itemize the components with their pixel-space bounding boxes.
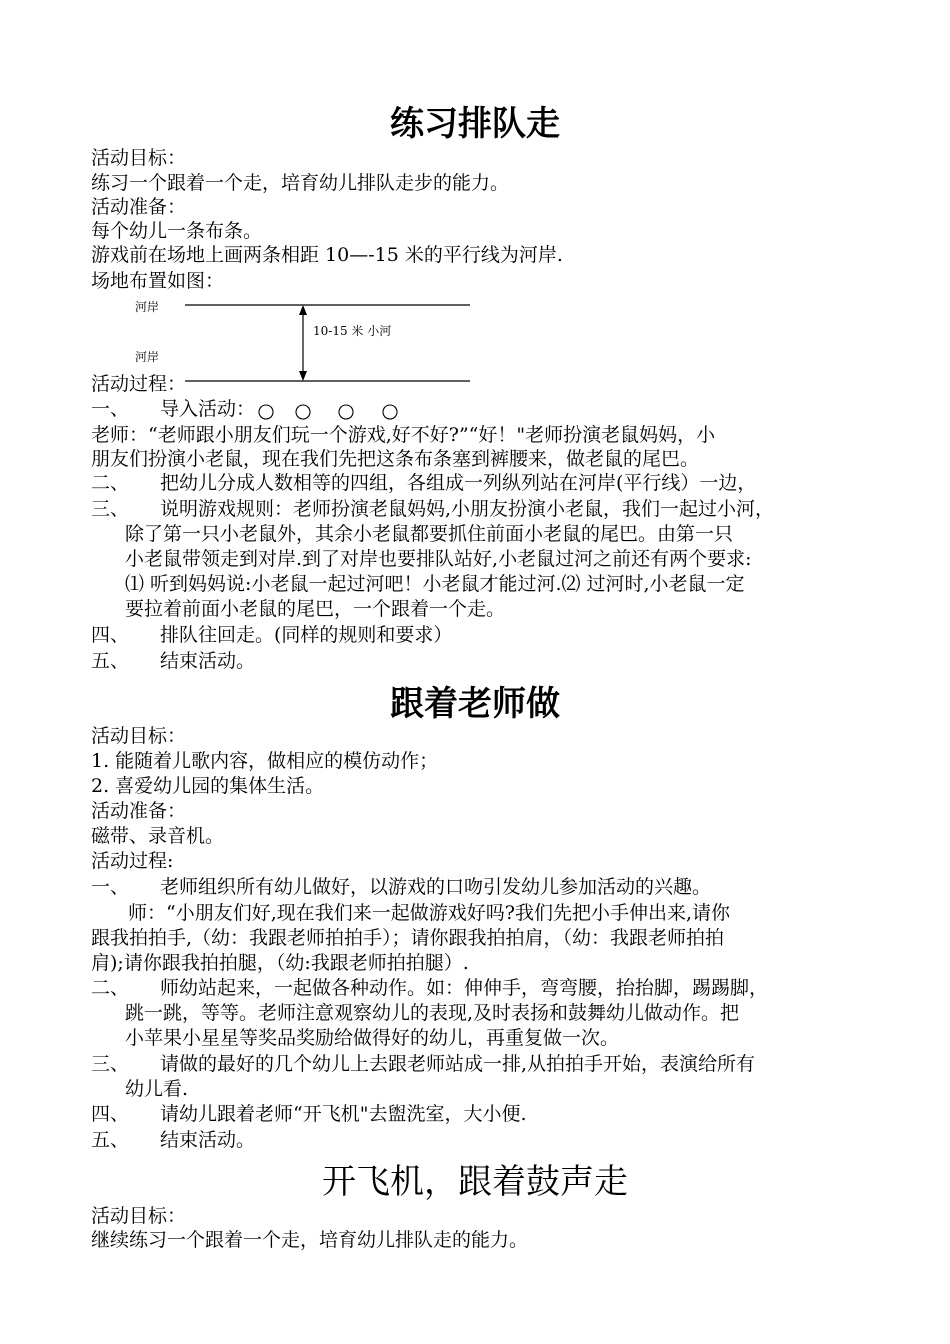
arrow-up-icon bbox=[299, 305, 307, 315]
layout-heading: 场地布置如图： bbox=[91, 270, 225, 292]
goal-heading-1: 活动目标： bbox=[91, 147, 187, 169]
rule-line-2: 除了第一只小老鼠外，其余小老鼠都要抓住前面小老鼠的尾巴。由第一只 bbox=[125, 523, 734, 545]
distance-label: 10-15 米 小河 bbox=[313, 324, 392, 338]
step-text: 排队往回走。(同样的规则和要求） bbox=[160, 624, 453, 646]
teacher-line-2: 朋友们扮演小老鼠，现在我们先把这条布条塞到裤腰来，做老鼠的尾巴。 bbox=[91, 448, 700, 470]
step-number: 一、 bbox=[91, 876, 130, 898]
step-number: 五、 bbox=[91, 650, 130, 672]
step-text: 把幼儿分成人数相等的四组，各组成一列纵列站在河岸(平行线）一边， bbox=[160, 472, 757, 494]
step-text: 结束活动。 bbox=[160, 1129, 256, 1151]
step-number: 四、 bbox=[91, 624, 130, 646]
dialogue-line-1: 师：“小朋友们好,现在我们来一起做游戏好吗?我们先把小手伸出来,请你 bbox=[128, 902, 730, 924]
prep-text-2: 磁带、录音机。 bbox=[91, 825, 225, 847]
step-text: 请幼儿跟着老师“开飞机"去盥洗室，大小便. bbox=[160, 1103, 527, 1125]
prep-heading-1: 活动准备： bbox=[91, 196, 187, 218]
section-title-2: 跟着老师做 bbox=[390, 684, 560, 724]
goal-item-1: 1. 能随着儿歌内容，做相应的模仿动作； bbox=[91, 750, 439, 772]
step-number: 三、 bbox=[91, 498, 130, 520]
step-number: 二、 bbox=[91, 472, 130, 494]
step-number: 一、 bbox=[91, 398, 130, 420]
goal-text-3: 继续练习一个跟着一个走，培育幼儿排队走的能力。 bbox=[91, 1229, 529, 1251]
section-title-3: 开飞机，跟着鼓声走 bbox=[322, 1162, 628, 1202]
step-text: 老师组织所有幼儿做好，以游戏的口吻引发幼儿参加活动的兴趣。 bbox=[160, 876, 712, 898]
step-text: 师幼站起来，一起做各种动作。如：伸伸手，弯弯腰，抬抬脚，踢踢脚， bbox=[160, 977, 769, 999]
process-heading-1: 活动过程： bbox=[91, 373, 187, 395]
dialogue-line-3: 肩);请你跟我拍拍腿，（幼:我跟老师拍拍腿）. bbox=[91, 952, 469, 974]
prep-text-1b: 游戏前在场地上画两条相距 10—-15 米的平行线为河岸. bbox=[91, 244, 563, 266]
step-number: 四、 bbox=[91, 1103, 130, 1125]
step-text: 导入活动： bbox=[160, 398, 256, 420]
bank-label-bottom: 河岸 bbox=[135, 350, 160, 364]
teacher-line-1: 老师：“老师跟小朋友们玩一个游戏,好不好?”“好！"老师扮演老鼠妈妈，小 bbox=[91, 424, 716, 446]
section-title-1: 练习排队走 bbox=[390, 104, 560, 144]
process-heading-2: 活动过程: bbox=[91, 850, 174, 872]
goal-item-2: 2. 喜爱幼儿园的集体生活。 bbox=[91, 775, 325, 797]
dialogue-line-2: 跟我拍拍手,（幼：我跟老师拍拍手）；请你跟我拍拍肩，（幼：我跟老师拍拍 bbox=[91, 927, 725, 949]
step-text-cont: 幼儿看. bbox=[125, 1078, 189, 1100]
goal-text-1: 练习一个跟着一个走，培育幼儿排队走步的能力。 bbox=[91, 172, 510, 194]
step-text: 结束活动。 bbox=[160, 650, 256, 672]
step-text: 说明游戏规则：老师扮演老鼠妈妈,小朋友扮演小老鼠，我们一起过小河， bbox=[160, 498, 775, 520]
step-text: 请做的最好的几个幼儿上去跟老师站成一排,从拍拍手开始，表演给所有 bbox=[160, 1053, 756, 1075]
step-number: 三、 bbox=[91, 1053, 130, 1075]
prep-heading-2: 活动准备： bbox=[91, 800, 187, 822]
step-text-cont: 跳一跳，等等。老师注意观察幼儿的表现,及时表扬和鼓舞幼儿做动作。把 bbox=[125, 1002, 740, 1024]
step-number: 五、 bbox=[91, 1129, 130, 1151]
rule-line-5: 要拉着前面小老鼠的尾巴，一个跟着一个走。 bbox=[125, 598, 506, 620]
rule-line-3: 小老鼠带领走到对岸.到了对岸也要排队站好,小老鼠过河之前还有两个要求: bbox=[125, 548, 752, 570]
prep-text-1a: 每个幼儿一条布条。 bbox=[91, 220, 263, 242]
goal-heading-2: 活动目标： bbox=[91, 725, 187, 747]
rule-line-4: ⑴ 听到妈妈说:小老鼠一起过河吧！小老鼠才能过河.⑵ 过河时,小老鼠一定 bbox=[125, 573, 745, 595]
goal-heading-3: 活动目标： bbox=[91, 1205, 187, 1227]
bank-label-top: 河岸 bbox=[135, 300, 160, 314]
step-number: 二、 bbox=[91, 977, 130, 999]
step-text-cont: 小苹果小星星等奖品奖励给做得好的幼儿，再重复做一次。 bbox=[125, 1027, 620, 1049]
